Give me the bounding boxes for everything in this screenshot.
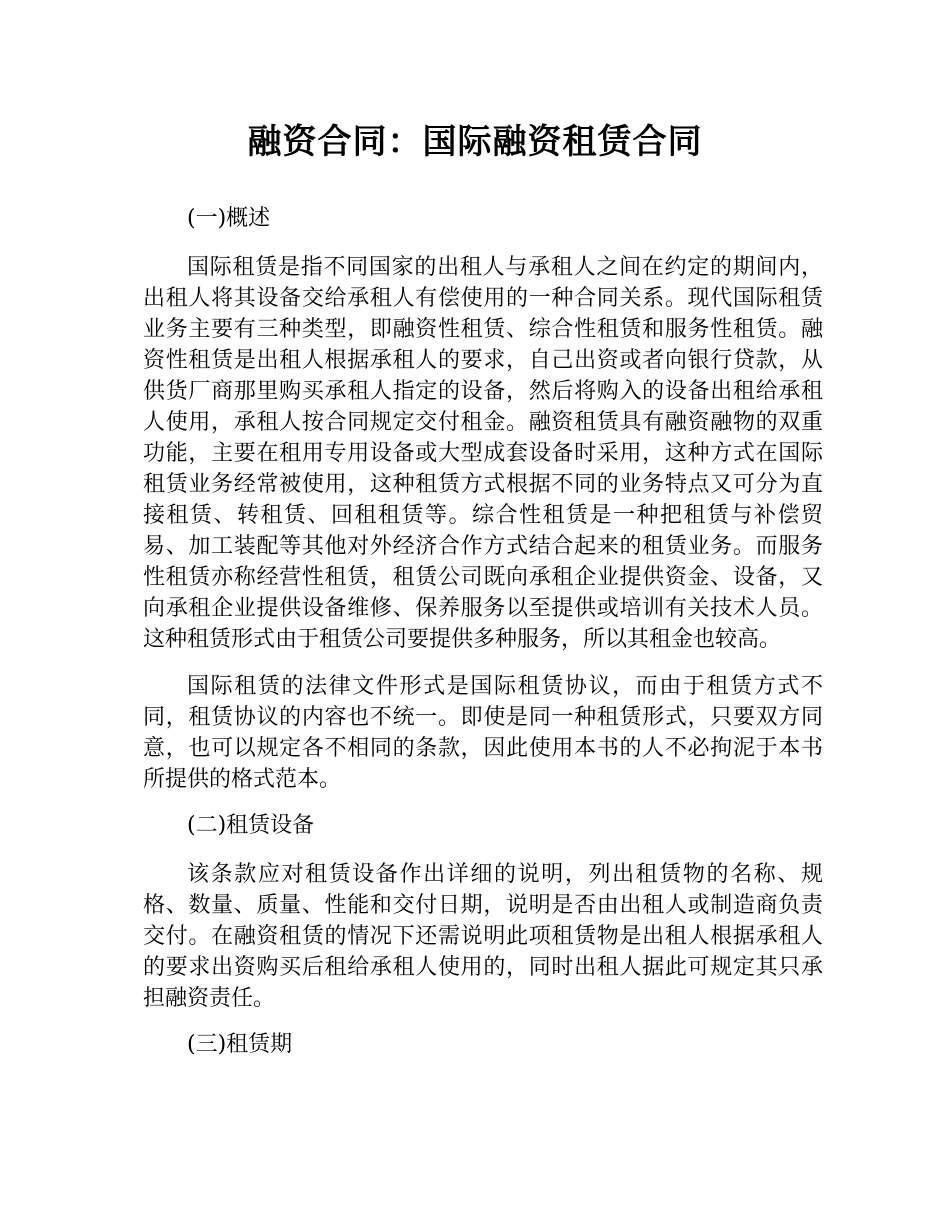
document-body [143, 204, 823, 1078]
section-heading-lease-term: (三)租赁期 [187, 1032, 293, 1057]
paragraph-leased-equipment: 该条款应对租赁设备作出详细的说明，列出租赁物的名称、规格、数量、质量、性能和交付日期，说明是否由出租人或制造商负责交付。在融资租赁的情况下还需说明此项租赁物是出租人根据承租人的要求出资购买后租给承租人使用的，同时出租人据此可规定其只承担融资责任。 [143, 862, 823, 1011]
section-heading-overview: (一)概述 [187, 206, 271, 231]
section-heading-leased-equipment: (二)租赁设备 [187, 813, 315, 838]
document-title: 融资合同：国际融资租赁合同 [247, 122, 703, 162]
paragraph-overview-legal-form: 国际租赁的法律文件形式是国际租赁协议，而由于租赁方式不同，租赁协议的内容也不统一。即使是同一种租赁形式，只要双方同意，也可以规定各不相同的条款，因此使用本书的人不必拘泥于本书所提供的格式范本。 [143, 674, 823, 792]
paragraph-overview-definition: 国际租赁是指不同国家的出租人与承租人之间在约定的期间内，出租人将其设备交给承租人有偿使用的一种合同关系。现代国际租赁业务主要有三种类型，即融资性租赁、综合性租赁和服务性租赁。融资性租赁是出租人根据承租人的要求，自己出资或者向银行贷款，从供货厂商那里购买承租人指定的设备，然后将购入的设备出租给承租人使用，承租人按合同规定交付租金。融资租赁具有融资融物的双重功能，主要在租用专用设备或大型成套设备时采用，这种方式在国际租赁业务经常被使用，这种租赁方式根据不同的业务特点又可分为直接租赁、转租赁、回租租赁等。综合性租赁是一种把租赁与补偿贸易、加工装配等其他对外经济合作方式结合起来的租赁业务。而服务性租赁亦称经营性租赁，租赁公司既向承租企业提供资金、设备，又向承租企业提供设备维修、保养服务以至提供或培训有关技术人员。这种租赁形式由于租赁公司要提供多种服务，所以其租金也较高。 [143, 255, 823, 652]
